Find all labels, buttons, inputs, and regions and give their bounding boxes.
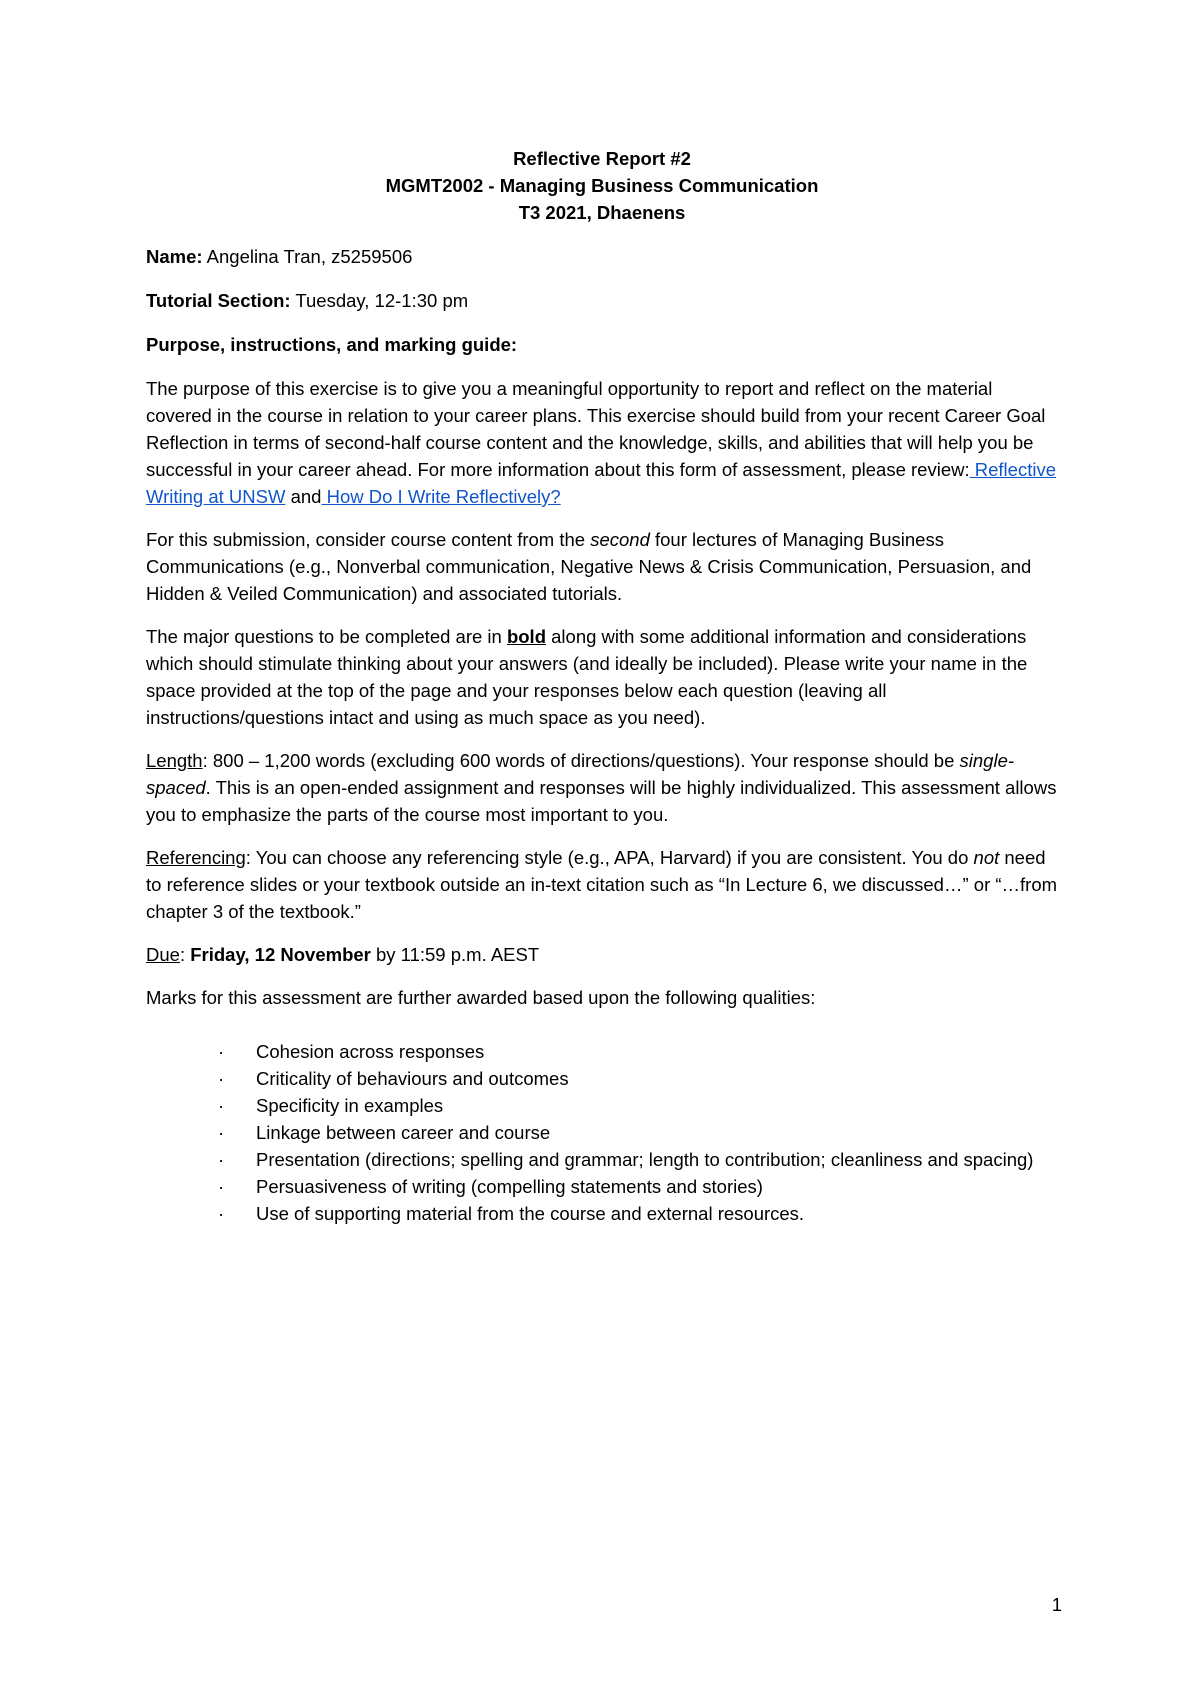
report-title: Reflective Report #2 [513,148,691,169]
marks-intro: Marks for this assessment are further awarded based upon the following qualities: [146,987,816,1008]
due-date: Friday, 12 November [190,944,371,965]
length-text-a: : 800 – 1,200 words (excluding 600 words of directions/questions). Your response should be [202,750,960,771]
length-label: Length [146,750,203,771]
course-title: MGMT2002 - Managing Business Communication [385,175,819,196]
list-item: · Use of supporting material from the course and external resources. [146,1200,1058,1227]
page-number: 1 [1051,1594,1062,1615]
referencing-label: Referencing [146,847,246,868]
list-item: · Persuasiveness of writing (compelling statements and stories) [146,1173,1058,1200]
referencing-text-b: need to reference slides or your textbook outside an in-text citation such as “In Lecture 6, we discussed…” or “…from chapter 3 of the textbook.” [146,847,1058,922]
questions-paragraph [146,623,1058,731]
length-paragraph [146,747,1058,828]
tutorial-field [146,287,1058,314]
bullet-icon: · [218,1068,225,1089]
purpose-text: The purpose of this exercise is to give you a meaningful opportunity to report and reflect on the material covered in the course in relation to your career plans. This exercise should build from your recent Career Goal Reflection in terms of second-half course content and the knowledge, skills, and abilities that will help you be successful in your career ahead. For more information about this form of assessment, please review: [146,378,1046,480]
purpose-heading: Purpose, instructions, and marking guide: [146,334,518,355]
due-time: by 11:59 p.m. AEST [370,944,540,965]
length-text-b: . This is an open-ended assignment and responses will be highly individualized. This assessment allows you to emphasize the parts of the course most important to you. [146,777,1057,825]
referencing-text-a: : You can choose any referencing style (e.g., APA, Harvard) if you are consistent. You do [245,847,974,868]
referencing-emphasis: not [973,847,1000,868]
link-how-do-i-write-reflectively[interactable]: How Do I Write Reflectively? [321,486,561,507]
bullet-icon: · [218,1203,225,1224]
questions-text-a: The major questions to be completed are in [146,626,507,647]
bullet-icon: · [218,1041,225,1062]
due-paragraph [146,941,1058,968]
term-line: T3 2021, Dhaenens [518,202,686,223]
list-item: · Cohesion across responses [146,1038,1058,1065]
link-joiner: and [285,486,322,507]
due-label: Due [146,944,180,965]
referencing-paragraph [146,844,1058,925]
marking-criteria-list [146,1038,1058,1227]
submission-paragraph [146,526,1058,607]
bullet-icon: · [218,1095,225,1116]
list-item: · Specificity in examples [146,1092,1058,1119]
bullet-icon: · [218,1149,225,1170]
purpose-paragraph [146,375,1058,510]
due-colon: : [179,944,191,965]
submission-text-b: four lectures of Managing Business Communications (e.g., Nonverbal communication, Negative News & Crisis Communication, Persuasion, and Hidden & Veiled Communication) and associated tutorials. [146,529,1032,604]
document-content [146,145,1058,1227]
questions-text-b: along with some additional information and considerations which should stimulate thinking about your answers (and ideally be included). Please write your name in the space provided at the top of the page and your responses below each question (leaving all instructions/questions intact and using as much space as you need). [146,626,1028,728]
bullet-icon: · [218,1122,225,1143]
tutorial-value: Tuesday, 12-1:30 pm [290,290,469,311]
link-reflective-writing-unsw[interactable]: Reflective Writing at UNSW [146,459,1056,507]
submission-text-a: For this submission, consider course content from the [146,529,591,550]
bullet-icon: · [218,1176,225,1197]
length-emphasis: single-spaced [146,750,1015,798]
tutorial-label: Tutorial Section: [146,290,291,311]
name-field [146,243,1058,270]
questions-bold-word: bold [506,626,546,647]
list-item: · Linkage between career and course [146,1119,1058,1146]
name-label: Name: [146,246,203,267]
list-item: · Criticality of behaviours and outcomes [146,1065,1058,1092]
submission-emphasis: second [590,529,650,550]
document-header [146,145,1058,226]
list-item: · Presentation (directions; spelling and grammar; length to contribution; cleanliness and spacing) [146,1146,1058,1173]
name-value: Angelina Tran, z5259506 [202,246,413,267]
